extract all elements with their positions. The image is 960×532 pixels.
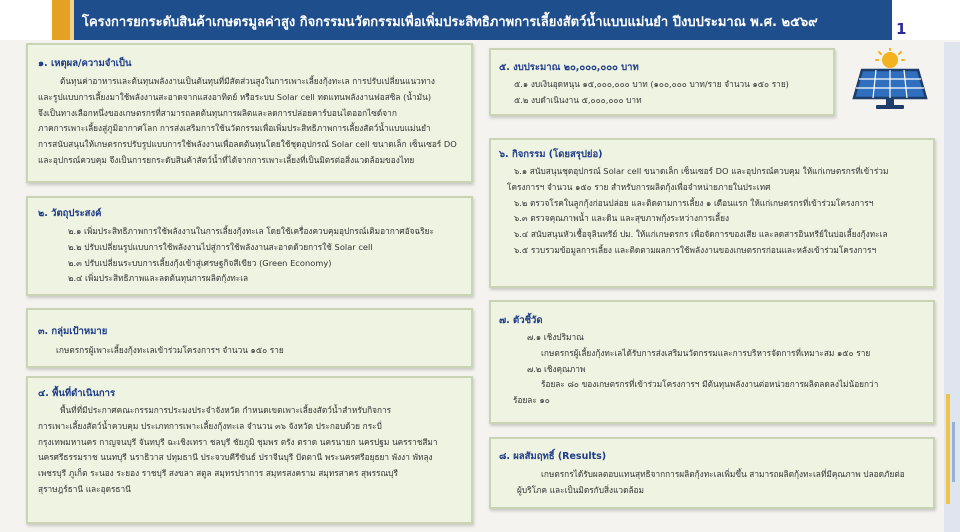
- area-heading: ๔. พื้นที่ดำเนินการ: [38, 388, 116, 399]
- activities-heading: ๖. กิจกรรม (โดยสรุปย่อ): [499, 149, 603, 160]
- reason-box: [26, 43, 473, 183]
- reason-line: ภาคการเพาะเลี้ยงสู่ภูมิอากาศโลก การส่งเสริมการใช้นวัตกรรมเพื่อเพิ่มประสิทธิภาพการเลี้ยงสัตว์น้ำแบบแม่นยำ: [38, 123, 431, 134]
- budget-item: ๕.๒ งบดำเนินงาน ๕,๐๐๐,๐๐๐ บาท: [514, 94, 642, 105]
- reason-line: ต้นทุนค่าอาหารและต้นทุนพลังงานเป็นต้นทุนที่มีสัดส่วนสูงในการเพาะเลี้ยงกุ้งทะเล การปรับเปลี่ยนแนวทาง: [60, 76, 435, 86]
- reason-line: และรูปแบบการเลี้ยงมาใช้พลังงานสะอาดจากแสงอาทิตย์ หรือระบบ Solar cell ทดแทนพลังงานฟอสซิล (น้ำมัน): [38, 91, 432, 102]
- reason-line: จึงเป็นทางเลือกหนึ่งของเกษตรกรที่สามารถลดต้นทุนการผลิตและลดการปล่อยคาร์บอนไดออกไซด์จาก: [38, 107, 397, 118]
- activity-item: ๖.๑ สนับสนุนชุดอุปกรณ์ Solar cell ขนาดเล็ก เซ็นเซอร์ DO และอุปกรณ์ควบคุม ให้แก่เกษตรกรที่เข้าร่วม: [514, 166, 889, 176]
- indicator-quantity-text: เกษตรกรผู้เลี้ยงกุ้งทะเลได้รับการส่งเสริมนวัตกรรมและการบริหารจัดการที่เหมาะสม ๑๕๐ ราย: [541, 347, 871, 358]
- indicator-quality-label: ๗.๒ เชิงคุณภาพ: [527, 363, 586, 374]
- activity-item: ๖.๔ สนับสนุนหัวเชื้อจุลินทรีย์ ปม. ให้แก่เกษตรกร เพื่อจัดการของเสีย และลดสารอินทรีย์ในบ่อเลี้ยงกุ้งทะเล: [514, 229, 888, 240]
- reason-line: และอุปกรณ์ควบคุม จึงเป็นการยกระดับสินค้าสัตว์น้ำที่ได้จากการเพาะเลี้ยงที่เป็นมิตรต่อสิ่งแวดล้อมของไทย: [38, 154, 415, 165]
- area-line: เพชรบุรี ภูเก็ต ระนอง ระยอง ราชบุรี สงขลา สตูล สมุทรปราการ สมุทรสงคราม สมุทรสาคร สุพรรณบุรี: [38, 468, 398, 479]
- results-box: [489, 437, 935, 509]
- results-text: เกษตรกรได้รับผลตอบแทนสุทธิจากการผลิตกุ้งทะเลเพิ่มขึ้น สามารถผลิตกุ้งทะเลที่มีคุณภาพ ปลอดภัยต่อ: [541, 469, 905, 479]
- objective-item: ๒.๔ เพิ่มประสิทธิภาพและลดต้นทุนการผลิตกุ้งทะเล: [68, 273, 249, 284]
- budget-item: ๕.๑ งบเงินอุดหนุน ๑๕,๐๐๐,๐๐๐ บาท (๑๐๐,๐๐๐ บาท/ราย จำนวน ๑๕๐ ราย): [514, 79, 789, 89]
- indicators-box: [489, 300, 935, 424]
- activity-item: ๖.๒ ตรวจโรคในลูกกุ้งก่อนปล่อย และติดตามการเลี้ยง ๑ เดือนแรก ให้แก่เกษตรกรที่เข้าร่วมโครงการฯ: [514, 197, 874, 208]
- target-box: [26, 308, 473, 368]
- area-line: สุราษฎร์ธานี และอุดรธานี: [38, 483, 131, 494]
- page-number: 1: [896, 20, 907, 38]
- results-heading: ๘. ผลสัมฤทธิ์ (Results): [499, 451, 607, 462]
- solar-panel-icon: [846, 48, 934, 110]
- reason-heading: ๑. เหตุผล/ความจำเป็น: [38, 58, 132, 69]
- objectives-heading: ๒. วัตถุประสงค์: [38, 208, 102, 219]
- target-heading: ๓. กลุ่มเป้าหมาย: [38, 326, 108, 337]
- objective-item: ๒.๒ ปรับเปลี่ยนรูปแบบการใช้พลังงานไปสู่การใช้พลังงานสะอาดด้วยการใช้ Solar cell: [68, 241, 373, 252]
- area-line: การเพาะเลี้ยงสัตว์น้ำควบคุม ประเภทการเพาะเลี้ยงกุ้งทะเล จำนวน ๓๖ จังหวัด ประกอบด้วย กระบี่: [38, 420, 382, 431]
- objectives-box: [26, 196, 473, 296]
- objective-item: ๒.๑ เพิ่มประสิทธิภาพการใช้พลังงานในการเลี้ยงกุ้งทะเล โดยใช้เครื่องควบคุมอุปกรณ์เติมอากาศอัจฉริยะ: [68, 226, 434, 236]
- activity-item: ๖.๕ รวบรวมข้อมูลการเลี้ยง และติดตามผลการใช้พลังงานของเกษตรกรก่อนและหลังเข้าร่วมโครงการฯ: [514, 244, 877, 255]
- side-decoration: [944, 42, 960, 532]
- indicator-quality-text-cont: ร้อยละ ๑๐: [513, 395, 550, 406]
- budget-box: [489, 48, 835, 116]
- results-text-cont: ผู้บริโภค และเป็นมิตรกับสิ่งแวดล้อม: [517, 484, 645, 495]
- page-title: โครงการยกระดับสินค้าเกษตรมูลค่าสูง กิจกรรมนวัตกรรมเพื่อเพิ่มประสิทธิภาพการเลี้ยงสัตว์น้ำแบบแม่นยำ ปีงบประมาณ พ.ศ. ๒๕๖๙: [82, 15, 818, 30]
- budget-heading: ๕. งบประมาณ ๒๐,๐๐๐,๐๐๐ บาท: [499, 62, 639, 73]
- objective-item: ๒.๓ ปรับเปลี่ยนระบบการเลี้ยงกุ้งเข้าสู่เศรษฐกิจสีเขียว (Green Economy): [68, 257, 332, 268]
- area-line: พื้นที่ที่มีประกาศคณะกรรมการประมงประจำจังหวัด กำหนดเขตเพาะเลี้ยงสัตว์น้ำสำหรับกิจการ: [60, 405, 392, 415]
- activity-item: ๖.๓ ตรวจคุณภาพน้ำ และดิน และสุขภาพกุ้งระหว่างการเลี้ยง: [514, 213, 729, 224]
- indicator-quantity-label: ๗.๑ เชิงปริมาณ: [527, 332, 584, 342]
- target-text: เกษตรกรผู้เพาะเลี้ยงกุ้งทะเลเข้าร่วมโครงการฯ จำนวน ๑๕๐ ราย: [56, 345, 284, 355]
- reason-line: การสนับสนุนให้เกษตรกรปรับรูปแบบการใช้พลังงานเพื่อลดต้นทุนโดยใช้ชุดอุปกรณ์ Solar cell ขนาดเล็ก เซ็นเซอร์ DO: [38, 139, 457, 150]
- indicator-quality-text: ร้อยละ ๘๐ ของเกษตรกรที่เข้าร่วมโครงการฯ มีต้นทุนพลังงานต่อหน่วยการผลิตลดลงไม่น้อยกว่า: [541, 379, 879, 390]
- activity-item: โครงการฯ จำนวน ๑๕๐ ราย สำหรับการผลิตกุ้งเพื่อจำหน่ายภายในประเทศ: [507, 181, 771, 192]
- area-line: นครศรีธรรมราช นนทบุรี นราธิวาส ปทุมธานี ประจวบคีรีขันธ์ ปราจีนบุรี ปัตตานี พระนครศรีอยุธยา พังงา พัทลุง: [38, 452, 433, 463]
- area-line: กรุงเทพมหานคร กาญจนบุรี จันทบุรี ฉะเชิงเทรา ชลบุรี ชัยภูมิ ชุมพร ตรัง ตราด นครนายก นครปฐม นครราชสีมา: [38, 436, 438, 447]
- area-box: [26, 376, 473, 524]
- title-banner: [52, 0, 892, 40]
- indicators-heading: ๗. ตัวชี้วัด: [499, 315, 543, 326]
- activities-box: [489, 138, 935, 288]
